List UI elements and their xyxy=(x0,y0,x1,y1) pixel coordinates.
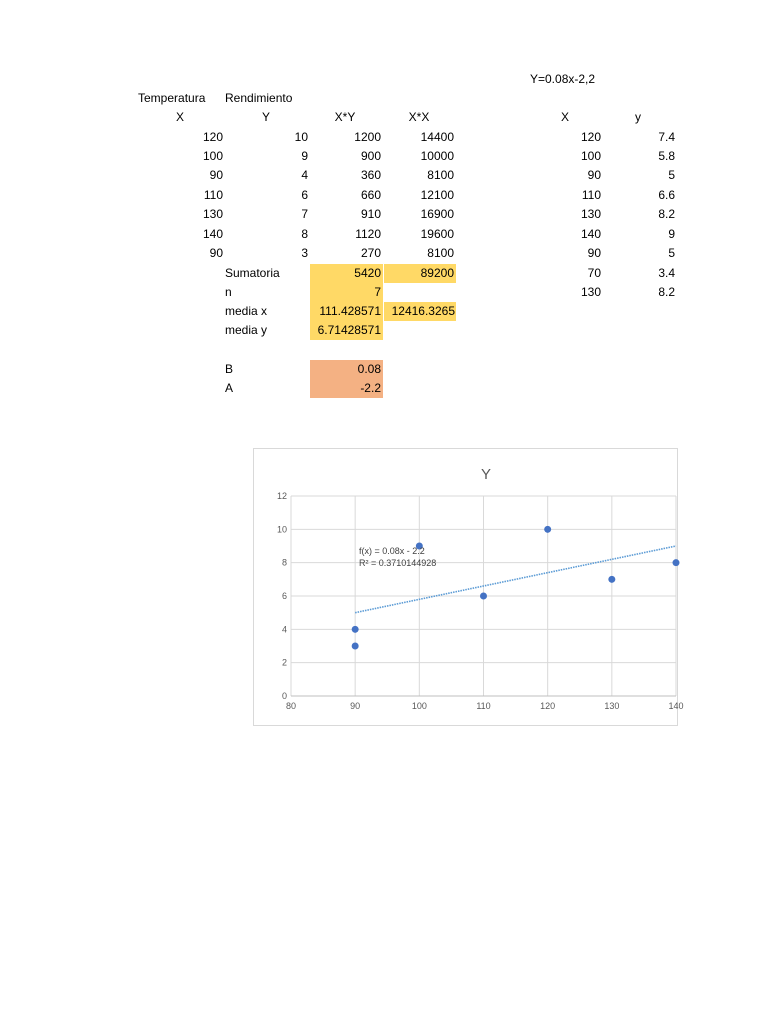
chart-axes xyxy=(277,491,684,711)
chart-title: Y xyxy=(480,466,492,483)
x-tick-label: 140 xyxy=(668,701,684,711)
media-x-squared-value: 12416.3265 xyxy=(391,304,455,318)
pred-x: 90 xyxy=(587,246,601,260)
cell-y: 3 xyxy=(301,246,308,260)
y-tick-label: 0 xyxy=(281,691,287,701)
cell-xx: 16900 xyxy=(420,207,454,221)
cell-xx: 12100 xyxy=(420,188,454,202)
header-right-y: y xyxy=(635,110,641,124)
pred-x: 130 xyxy=(580,285,601,299)
pred-y: 3.4 xyxy=(658,266,675,280)
cell-x: 130 xyxy=(202,207,223,221)
b-label: B xyxy=(225,362,234,376)
pred-y: 7.4 xyxy=(658,130,675,144)
media-y-value: 6.71428571 xyxy=(317,323,381,337)
cell-xy: 900 xyxy=(360,149,381,163)
cell-xy: 910 xyxy=(360,207,381,221)
header-xy: X*Y xyxy=(334,110,356,124)
pred-x: 130 xyxy=(580,207,601,221)
cell-y: 9 xyxy=(301,149,308,163)
cell-xx: 19600 xyxy=(420,227,454,241)
cell-xx: 8100 xyxy=(427,168,454,182)
sumatoria-xy-value: 5420 xyxy=(354,266,381,280)
cell-xy: 1120 xyxy=(355,227,381,241)
y-tick-label: 10 xyxy=(276,524,287,535)
data-point xyxy=(608,576,615,583)
pred-x: 120 xyxy=(580,130,601,144)
data-point xyxy=(673,559,680,566)
data-point xyxy=(544,526,551,533)
cell-xy: 360 xyxy=(360,168,381,182)
r-squared-label: R² = 0.3710144928 xyxy=(359,558,437,568)
data-point xyxy=(480,593,487,600)
pred-y: 8.2 xyxy=(658,285,675,299)
media-x-label: media x xyxy=(225,304,268,318)
cell-xy: 660 xyxy=(360,188,381,202)
header-y: Y xyxy=(261,110,270,124)
sumatoria-label: Sumatoria xyxy=(225,266,280,280)
pred-x: 100 xyxy=(580,149,601,163)
cell-xy: 270 xyxy=(360,246,381,260)
cell-xy: 1200 xyxy=(354,130,381,144)
cell-y: 6 xyxy=(301,188,308,202)
a-value: -2.2 xyxy=(360,381,381,395)
pred-x: 110 xyxy=(581,188,601,202)
header-xx: X*X xyxy=(408,110,430,124)
cell-y: 4 xyxy=(301,168,308,182)
formula-text: Y=0.08x-2,2 xyxy=(530,72,596,86)
cell-y: 8 xyxy=(301,227,308,241)
pred-y: 5 xyxy=(668,246,675,260)
a-label: A xyxy=(225,381,234,395)
cell-x: 100 xyxy=(202,149,223,163)
cell-y: 10 xyxy=(294,130,308,144)
trendline xyxy=(355,546,676,613)
cell-xx: 8100 xyxy=(427,246,454,260)
b-value: 0.08 xyxy=(357,362,381,376)
chart-svg xyxy=(254,449,684,727)
chart-trendline-group xyxy=(355,546,676,613)
n-value: 7 xyxy=(374,285,381,299)
scatter-chart[interactable] xyxy=(253,448,684,726)
media-x-value: 111.428571 xyxy=(319,304,381,318)
header-rendimiento: Rendimiento xyxy=(225,91,293,105)
cell-xx: 14400 xyxy=(420,130,454,144)
x-tick-label: 90 xyxy=(350,701,361,711)
header-temperatura: Temperatura xyxy=(138,91,206,105)
chart-points xyxy=(352,526,680,650)
data-point xyxy=(352,626,359,633)
cell-x: 110 xyxy=(203,188,223,202)
x-tick-label: 80 xyxy=(285,701,297,711)
pred-y: 5.8 xyxy=(658,149,675,163)
x-tick-label: 100 xyxy=(411,701,427,711)
pred-x: 70 xyxy=(587,266,601,280)
trendline-equation: f(x) = 0.08x - 2.2 xyxy=(359,546,425,556)
cell-x: 120 xyxy=(202,130,223,144)
y-tick-label: 6 xyxy=(281,591,287,601)
y-tick-label: 4 xyxy=(281,624,287,635)
cell-x: 90 xyxy=(209,246,223,260)
pred-y: 5 xyxy=(668,168,675,182)
x-tick-label: 130 xyxy=(604,701,620,711)
data-point xyxy=(352,643,359,650)
pred-x: 90 xyxy=(587,168,601,182)
header-x: X xyxy=(175,110,184,124)
n-label: n xyxy=(225,285,232,299)
pred-x: 140 xyxy=(580,227,601,241)
sumatoria-xx-value: 89200 xyxy=(420,266,454,280)
pred-y: 6.6 xyxy=(658,188,675,202)
cell-x: 140 xyxy=(202,227,223,241)
y-tick-label: 8 xyxy=(281,557,287,568)
cell-xx: 10000 xyxy=(420,149,454,163)
media-y-label: media y xyxy=(225,323,268,337)
header-right-x: X xyxy=(560,110,569,124)
pred-y: 8.2 xyxy=(658,207,675,221)
pred-y: 9 xyxy=(668,227,675,241)
cell-x: 90 xyxy=(209,168,223,182)
x-tick-label: 120 xyxy=(540,701,556,711)
y-tick-label: 12 xyxy=(276,491,287,501)
y-tick-label: 2 xyxy=(281,657,287,668)
x-tick-label: 110 xyxy=(476,701,491,711)
cell-y: 7 xyxy=(301,207,308,221)
